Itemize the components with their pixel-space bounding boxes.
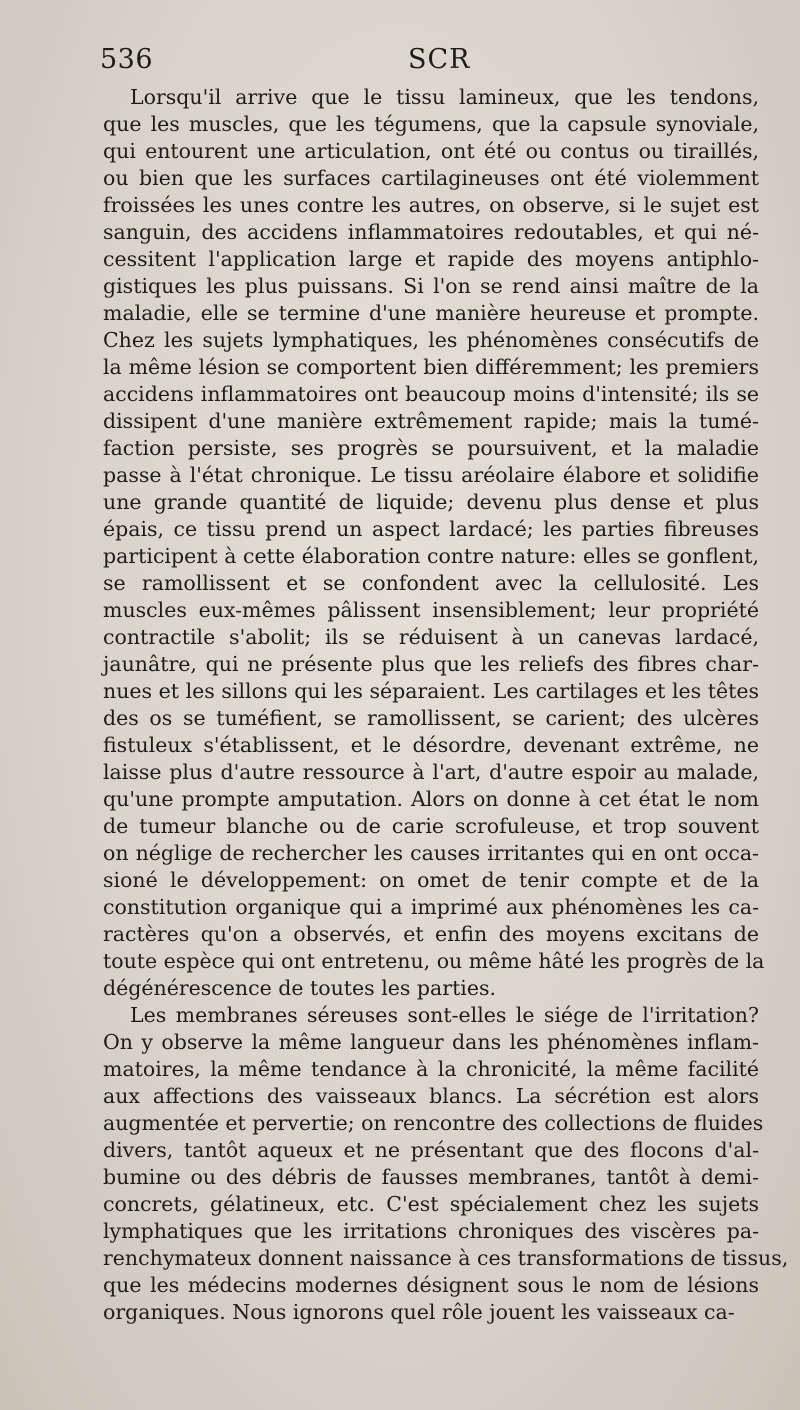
- text-line: accidens inflammatoires ont beaucoup moins d'intensité; ils se: [103, 382, 759, 406]
- text-line: Les membranes séreuses sont-elles le siége de l'irritation?: [130, 1003, 759, 1027]
- text-line: dissipent d'une manière extrêmement rapide; mais la tumé-: [103, 409, 759, 433]
- text-line: On y observe la même langueur dans les phénomènes inflam-: [103, 1030, 759, 1054]
- text-line: épais, ce tissu prend un aspect lardacé; les parties fibreuses: [103, 517, 759, 541]
- text-line: participent à cette élaboration contre nature: elles se gonflent,: [103, 544, 759, 568]
- text-line: contractile s'abolit; ils se réduisent à un canevas lardacé,: [103, 625, 759, 649]
- text-line: de tumeur blanche ou de carie scrofuleuse, et trop souvent: [103, 814, 759, 838]
- text-line: renchymateux donnent naissance à ces transformations de tissus,: [103, 1246, 789, 1270]
- text-line: Lorsqu'il arrive que le tissu lamineux, que les tendons,: [130, 85, 759, 109]
- text-line: divers, tantôt aqueux et ne présentant que des flocons d'al-: [103, 1138, 759, 1162]
- text-line: nues et les sillons qui les séparaient. Les cartilages et les têtes: [103, 679, 759, 703]
- text-line: maladie, elle se termine d'une manière heureuse et prompte.: [103, 301, 759, 325]
- running-head: SCR: [408, 44, 471, 75]
- text-line: que les muscles, que les tégumens, que la capsule synoviale,: [103, 112, 759, 136]
- text-line: des os se tuméfient, se ramollissent, se carient; des ulcères: [103, 706, 759, 730]
- text-line: constitution organique qui a imprimé aux phénomènes les ca-: [103, 895, 759, 919]
- text-line: dégénérescence de toutes les parties.: [103, 976, 497, 1000]
- text-line: froissées les unes contre les autres, on observe, si le sujet est: [103, 193, 759, 217]
- text-line: gistiques les plus puissans. Si l'on se rend ainsi maître de la: [103, 274, 759, 298]
- text-line: bumine ou des débris de fausses membranes, tantôt à demi-: [103, 1165, 759, 1189]
- paragraph: [103, 1002, 789, 1326]
- text-line: Chez les sujets lymphatiques, les phénomènes consécutifs de: [103, 328, 759, 352]
- text-line: ractères qu'on a observés, et enfin des moyens excitans de: [103, 922, 759, 946]
- paragraph: [103, 84, 765, 1002]
- text-line: on néglige de rechercher les causes irritantes qui en ont occa-: [103, 841, 759, 865]
- text-line: se ramollissent et se confondent avec la cellulosité. Les: [103, 571, 759, 595]
- text-line: passe à l'état chronique. Le tissu aréolaire élabore et solidifie: [103, 463, 759, 487]
- text-line: sioné le développement: on omet de tenir compte et de la: [103, 868, 759, 892]
- text-line: sanguin, des accidens inflammatoires redoutables, et qui né-: [103, 220, 759, 244]
- text-line: que les médecins modernes désignent sous le nom de lésions: [103, 1273, 759, 1297]
- text-line: fistuleux s'établissent, et le désordre, devenant extrême, ne: [103, 733, 759, 757]
- text-line: aux affections des vaisseaux blancs. La sécrétion est alors: [103, 1084, 759, 1108]
- text-line: toute espèce qui ont entretenu, ou même hâté les progrès de la: [103, 949, 765, 973]
- page-header: [100, 44, 760, 84]
- text-line: jaunâtre, qui ne présente plus que les reliefs des fibres char-: [103, 652, 759, 676]
- text-line: une grande quantité de liquide; devenu plus dense et plus: [103, 490, 759, 514]
- text-line: laisse plus d'autre ressource à l'art, d'autre espoir au malade,: [103, 760, 759, 784]
- body-text: [103, 84, 789, 1326]
- text-line: lymphatiques que les irritations chroniques des viscères pa-: [103, 1219, 759, 1243]
- text-line: muscles eux-mêmes pâlissent insensiblement; leur propriété: [103, 598, 759, 622]
- text-line: qui entourent une articulation, ont été ou contus ou tiraillés,: [103, 139, 759, 163]
- text-line: concrets, gélatineux, etc. C'est spécialement chez les sujets: [103, 1192, 759, 1216]
- text-line: ou bien que les surfaces cartilagineuses ont été violemment: [103, 166, 759, 190]
- text-line: matoires, la même tendance à la chronicité, la même facilité: [103, 1057, 759, 1081]
- text-line: cessitent l'application large et rapide des moyens antiphlo-: [103, 247, 759, 271]
- text-line: organiques. Nous ignorons quel rôle jouent les vaisseaux ca-: [103, 1300, 735, 1324]
- text-line: faction persiste, ses progrès se poursuivent, et la maladie: [103, 436, 759, 460]
- text-line: qu'une prompte amputation. Alors on donne à cet état le nom: [103, 787, 759, 811]
- text-line: augmentée et pervertie; on rencontre des collections de fluides: [103, 1111, 764, 1135]
- page-number: 536: [100, 44, 154, 75]
- text-line: la même lésion se comportent bien différemment; les premiers: [103, 355, 759, 379]
